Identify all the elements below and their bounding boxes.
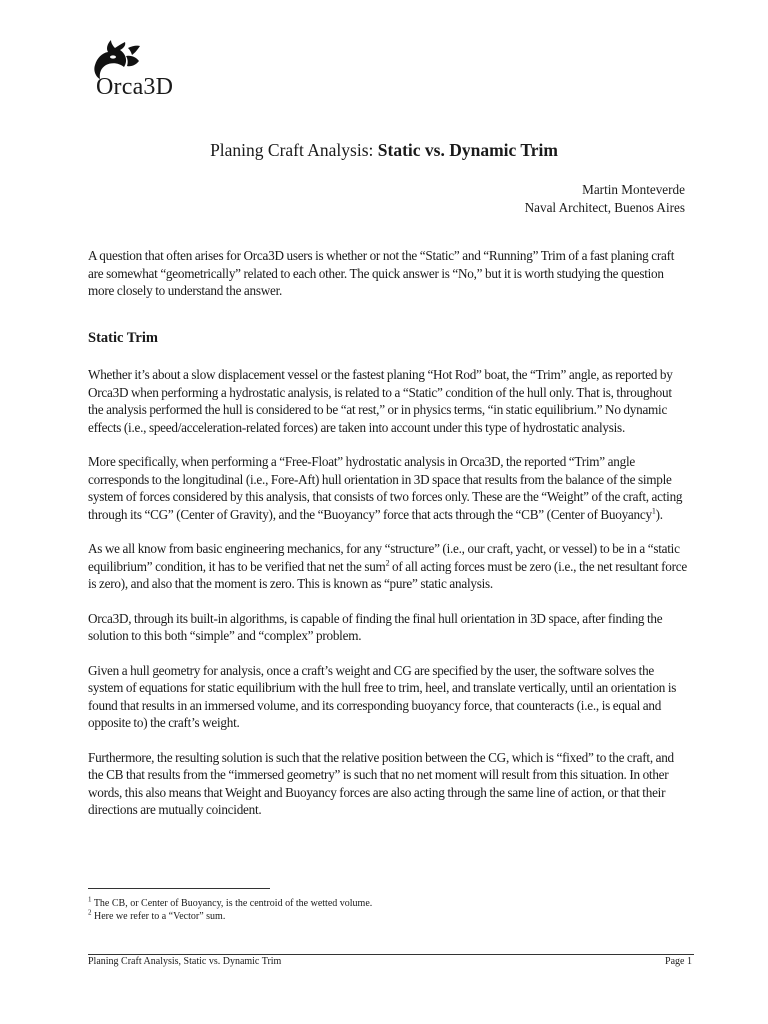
footnote-mark: 1 [88,895,92,904]
paragraph-6: Furthermore, the resulting solution is such that the relative position between the CG, which is “fixed” to the craft, and the CB that results from the “immersed geometry” is such that no net moment will result from this situation. In other words, this also means that Weight and Buoyancy forces are also acting through the same line of action, or that their directions are mutually coincident. [88,749,674,817]
paragraph-2 [88,453,688,523]
footer-document-title: Planing Craft Analysis, Static vs. Dynamic Trim [88,956,282,967]
paragraph-3-text: As we all know from basic engineering mechanics, for any “structure” (i.e., our craft, yacht, or vessel) to be in a “static equilibrium” condition, it has to be verified that net the sum [88,541,680,574]
footer-divider [88,954,694,955]
author-block [525,181,685,216]
author-role: Naval Architect, Buenos Aires [524,199,685,215]
paragraph-1: Whether it’s about a slow displacement vessel or the fastest planing “Hot Rod” boat, the “Trim” angle, as reported by Orca3D when performing a hydrostatic analysis, is related to a “Static” condition of the hull only. That is, throughout the analysis performed the hull is considered to be “at rest,” or in physics terms, “in static equilibrium.” No dynamic effects (i.e., speed/acceleration-related forces) are taken into account under this type of hydrostatic analysis. [88,367,673,435]
title-prefix: Planing Craft Analysis: [210,140,378,160]
paragraph-2-end: ). [655,506,663,522]
section-body [88,366,688,819]
footnote-text: The CB, or Center of Buoyancy, is the centroid of the wetted volume. [91,898,373,909]
intro-paragraph [88,247,688,300]
paragraph-2-text: More specifically, when performing a “Free-Float” hydrostatic analysis in Orca3D, the reported “Trim” angle corresponds to the longitudinal (i.e., Fore-Aft) hull orientation in 3D space that results from the balance of the simple system of forces considered by this analysis, that consists of two forces only. These are the “Weight” of the craft, acting through its “CG” (Center of Gravity), and the “Buoyancy” force that acts through the “CB” (Center of Buoyancy [88,454,683,522]
paragraph-5: Given a hull geometry for analysis, once a craft’s weight and CG are specified by the user, the software solves the system of equations for static equilibrium with the hull free to trim, heel, and translate vertically, until an orientation is found that results in an immersed volume, and its corresponding buoyancy force, that counteracts (i.e., is equal and opposite to) the craft’s weight. [88,662,677,730]
logo-wordmark: Orca3D [96,74,174,100]
section-heading-static-trim: Static Trim [88,330,158,346]
page-number: Page 1 [665,956,692,967]
footnote-2 [88,910,372,923]
document-title [0,140,768,161]
footnote-ref-2[interactable]: 2 [385,558,390,568]
footnotes [88,897,372,923]
paragraph-4: Orca3D, through its built-in algorithms, is capable of finding the final hull orientation in 3D space, after finding the solution to this both “simple” and “complex” problem. [88,610,663,643]
paragraph-3-end: of all acting forces must be zero (i.e., the net resultant force is zero), and also that the moment is zero. This is known as “pure” static analysis. [88,558,687,591]
footnote-divider [88,888,270,889]
footnote-mark: 2 [88,908,92,917]
author-name: Martin Monteverde [582,182,685,197]
footnote-text: Here we refer to a “Vector” sum. [91,911,226,922]
paragraph-3 [88,540,688,593]
footnote-ref-1[interactable]: 1 [651,506,656,516]
intro-text: A question that often arises for Orca3D users is whether or not the “Static” and “Running” Trim of a fast planing craft are somewhat “geometrically” related to each other. The quick answer is “No,” but it is worth studying the question more closely to understand the answer. [88,248,675,298]
footnote-1 [88,897,372,910]
orca3d-logo [88,38,208,98]
title-main: Static vs. Dynamic Trim [377,140,558,160]
